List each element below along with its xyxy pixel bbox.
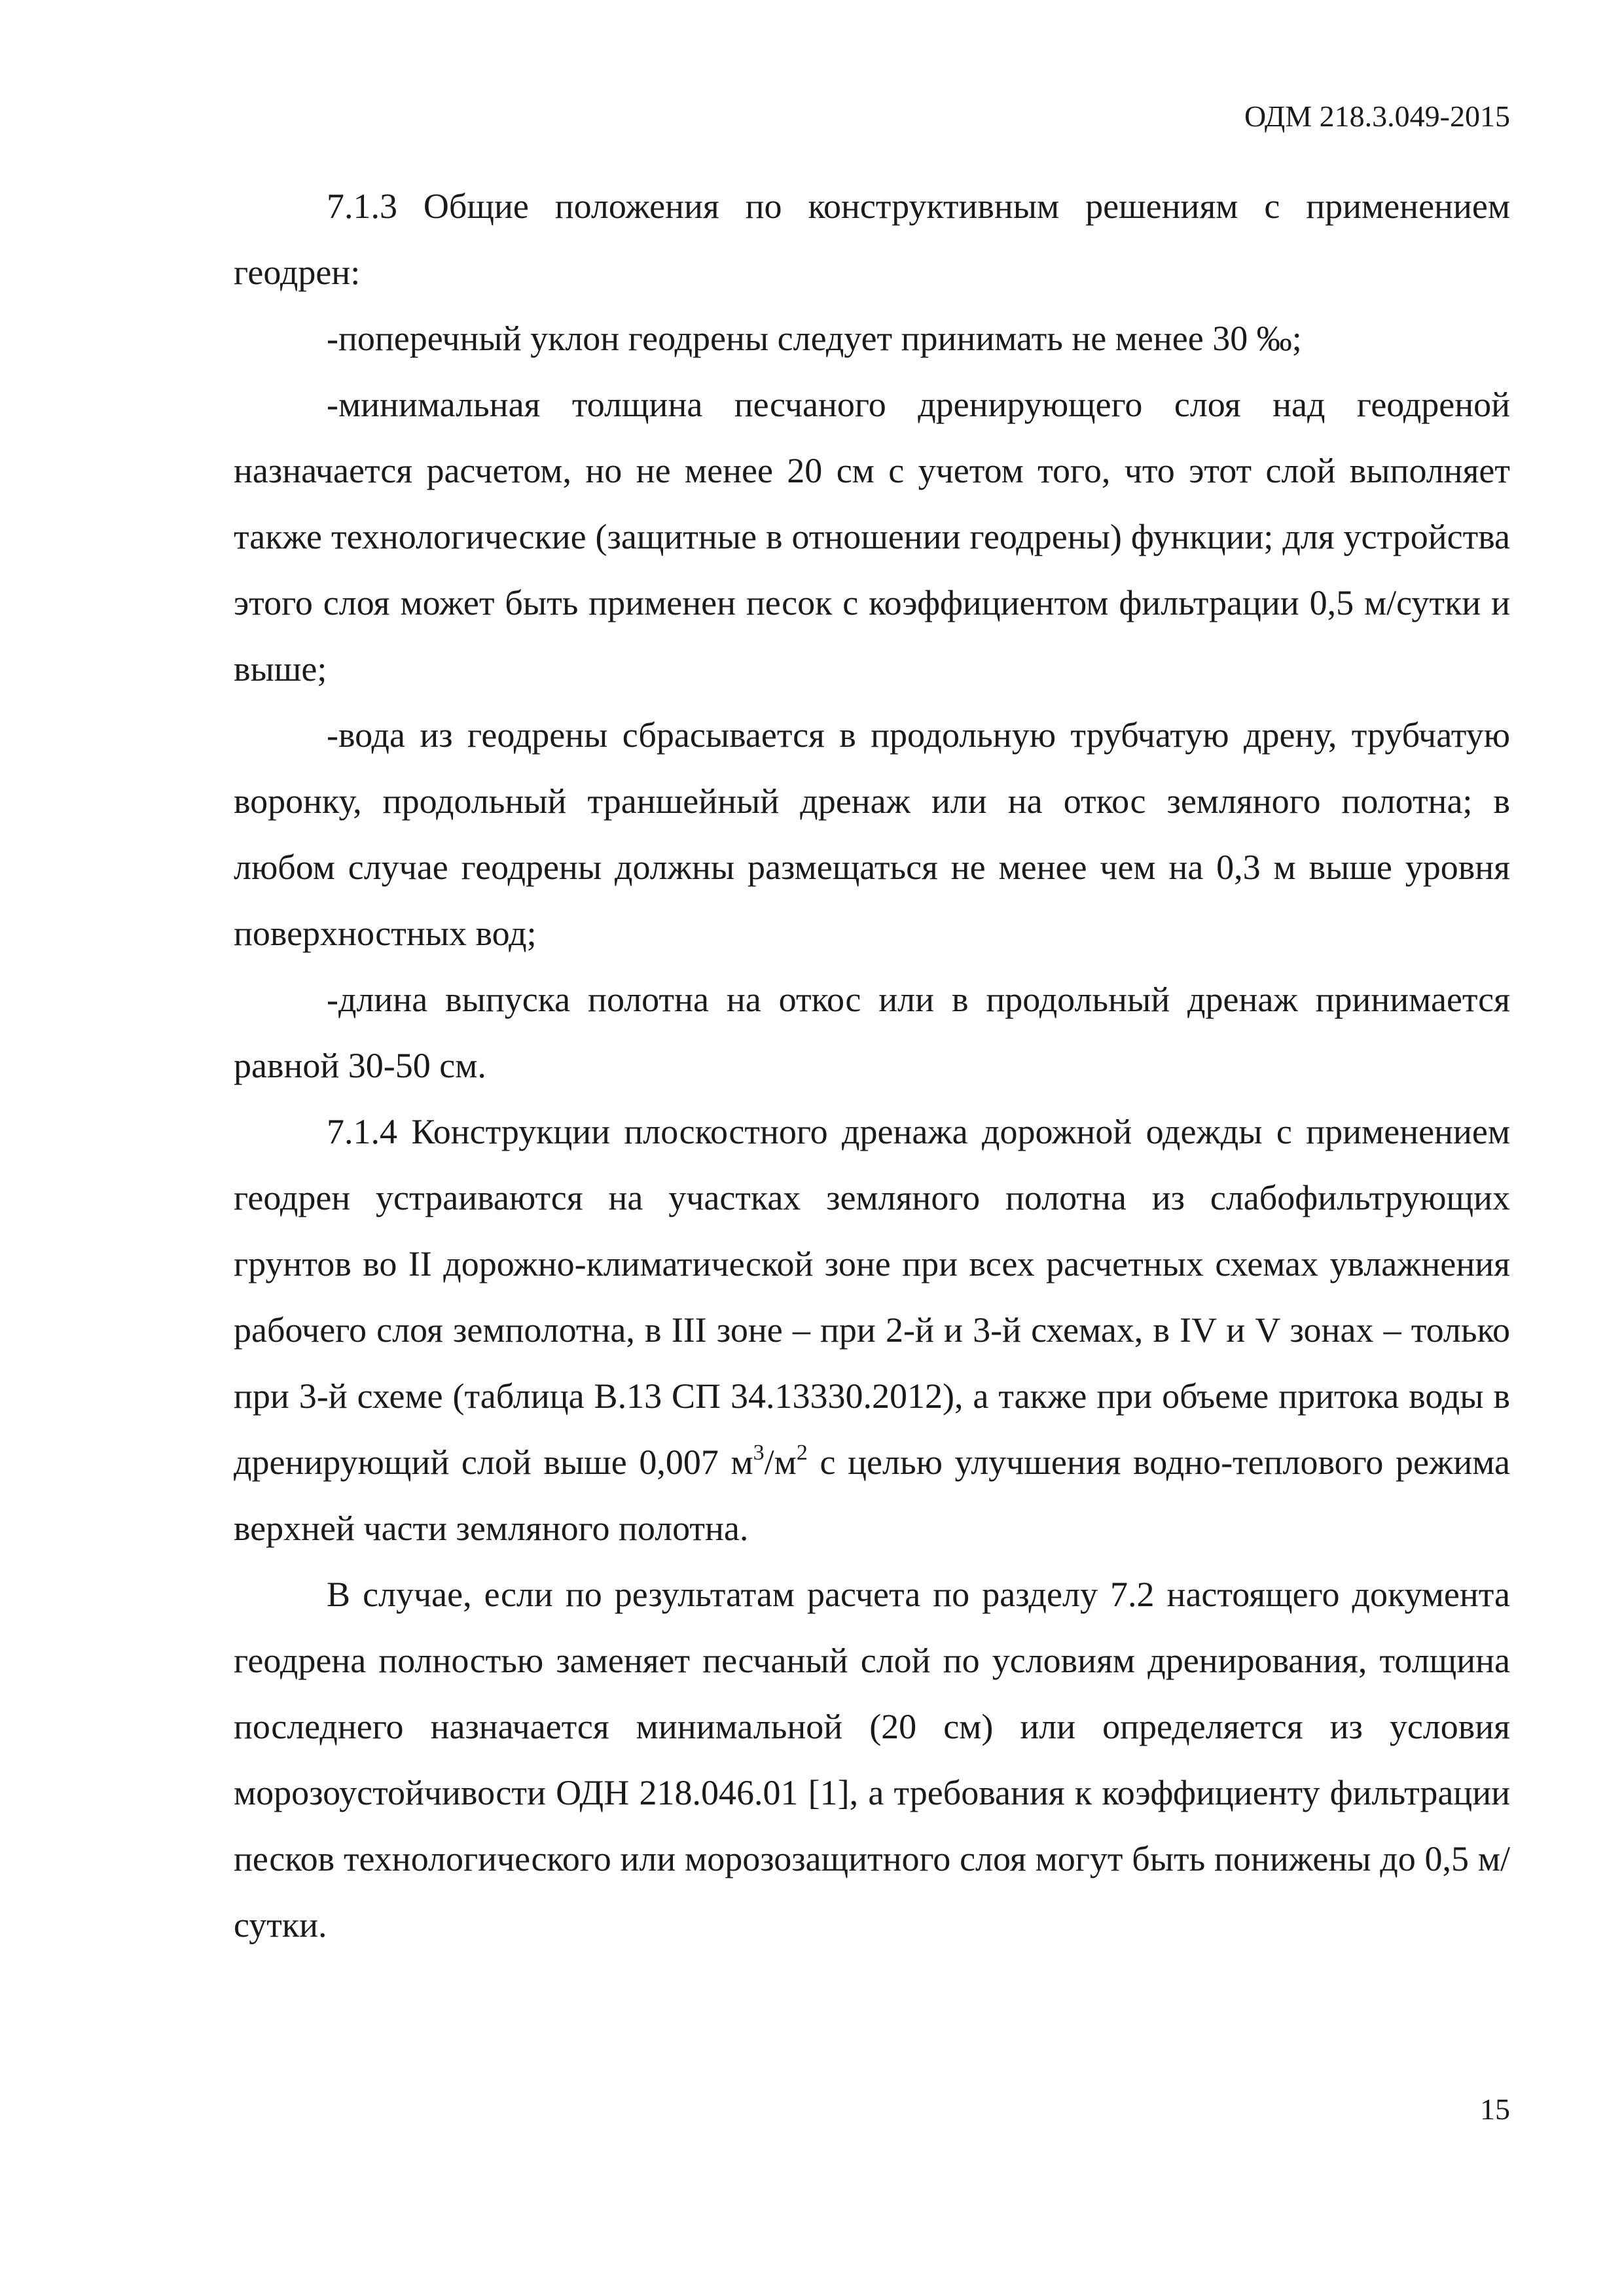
list-item-water-discharge: -вода из геодрены сбрасывается в продольную трубчатую дрену, трубчатую воронку, продольный траншейный дренаж или на откос земляного полотна; в любом случае геодрены должны размещаться не менее чем на 0,3 м выше уровня поверхностных вод; (234, 715, 1510, 953)
list-item-cross-slope: -поперечный уклон геодрены следует принимать не менее 30 ‰; (327, 319, 1302, 358)
list-item-outlet-length: -длина выпуска полотна на откос или в продольный дренаж принимается равной 30-50 см. (234, 980, 1510, 1085)
paragraph-geodrain-replacement: В случае, если по результатам расчета по разделу 7.2 настоящего документа геодрена полностью заменяет песчаный слой по условиям дренирования, толщина последнего назначается минимальной (20 см) или определяется из условия морозоустойчивости ОДН 218.046.01 [1], а требования к коэффициенту фильтрации песков технологического или морозозащитного слоя могут быть понижены до 0,5 м/сутки. (234, 1575, 1510, 1945)
page-number: 15 (1480, 2092, 1510, 2126)
superscript-cubic: 3 (753, 1441, 765, 1465)
document-body (234, 173, 1510, 1958)
document-code-header: ОДМ 218.3.049-2015 (1244, 99, 1510, 133)
paragraph-7-1-4 (234, 1099, 1510, 1562)
list-item-sand-layer-thickness: -минимальная толщина песчаного дренирующего слоя над геодреной назначается расчетом, но не менее 20 см с учетом того, что этот слой выполняет также технологические (защитные в отношении геодрены) функции; для устройства этого слоя может быть применен песок с коэффициентом фильтрации 0,5 м/сутки и выше; (234, 385, 1510, 689)
superscript-square: 2 (796, 1441, 808, 1465)
paragraph-7-1-4-text: 7.1.4 Конструкции плоскостного дренажа дорожной одежды с применением геодрен устраиваются на участках земляного полотна из слабофильтрующих грунтов во II дорожно-климатической зоне при всех расчетных схемах увлажнения рабочего слоя земполотна, в III зоне – при 2-й и 3-й схемах, в IV и V зонах – только при 3-й схеме (таблица В.13 СП 34.13330.2012), а также при объеме притока воды в дренирующий слой выше 0,007 м (234, 1112, 1510, 1482)
paragraph-7-1-3: 7.1.3 Общие положения по конструктивным решениям с применением геодрен: (234, 187, 1510, 292)
paragraph-7-1-4-tail: с целью улучшения водно-теплового режима верхней части земляного полотна. (234, 1443, 1510, 1548)
paragraph-7-1-4-unit: /м (764, 1443, 797, 1482)
